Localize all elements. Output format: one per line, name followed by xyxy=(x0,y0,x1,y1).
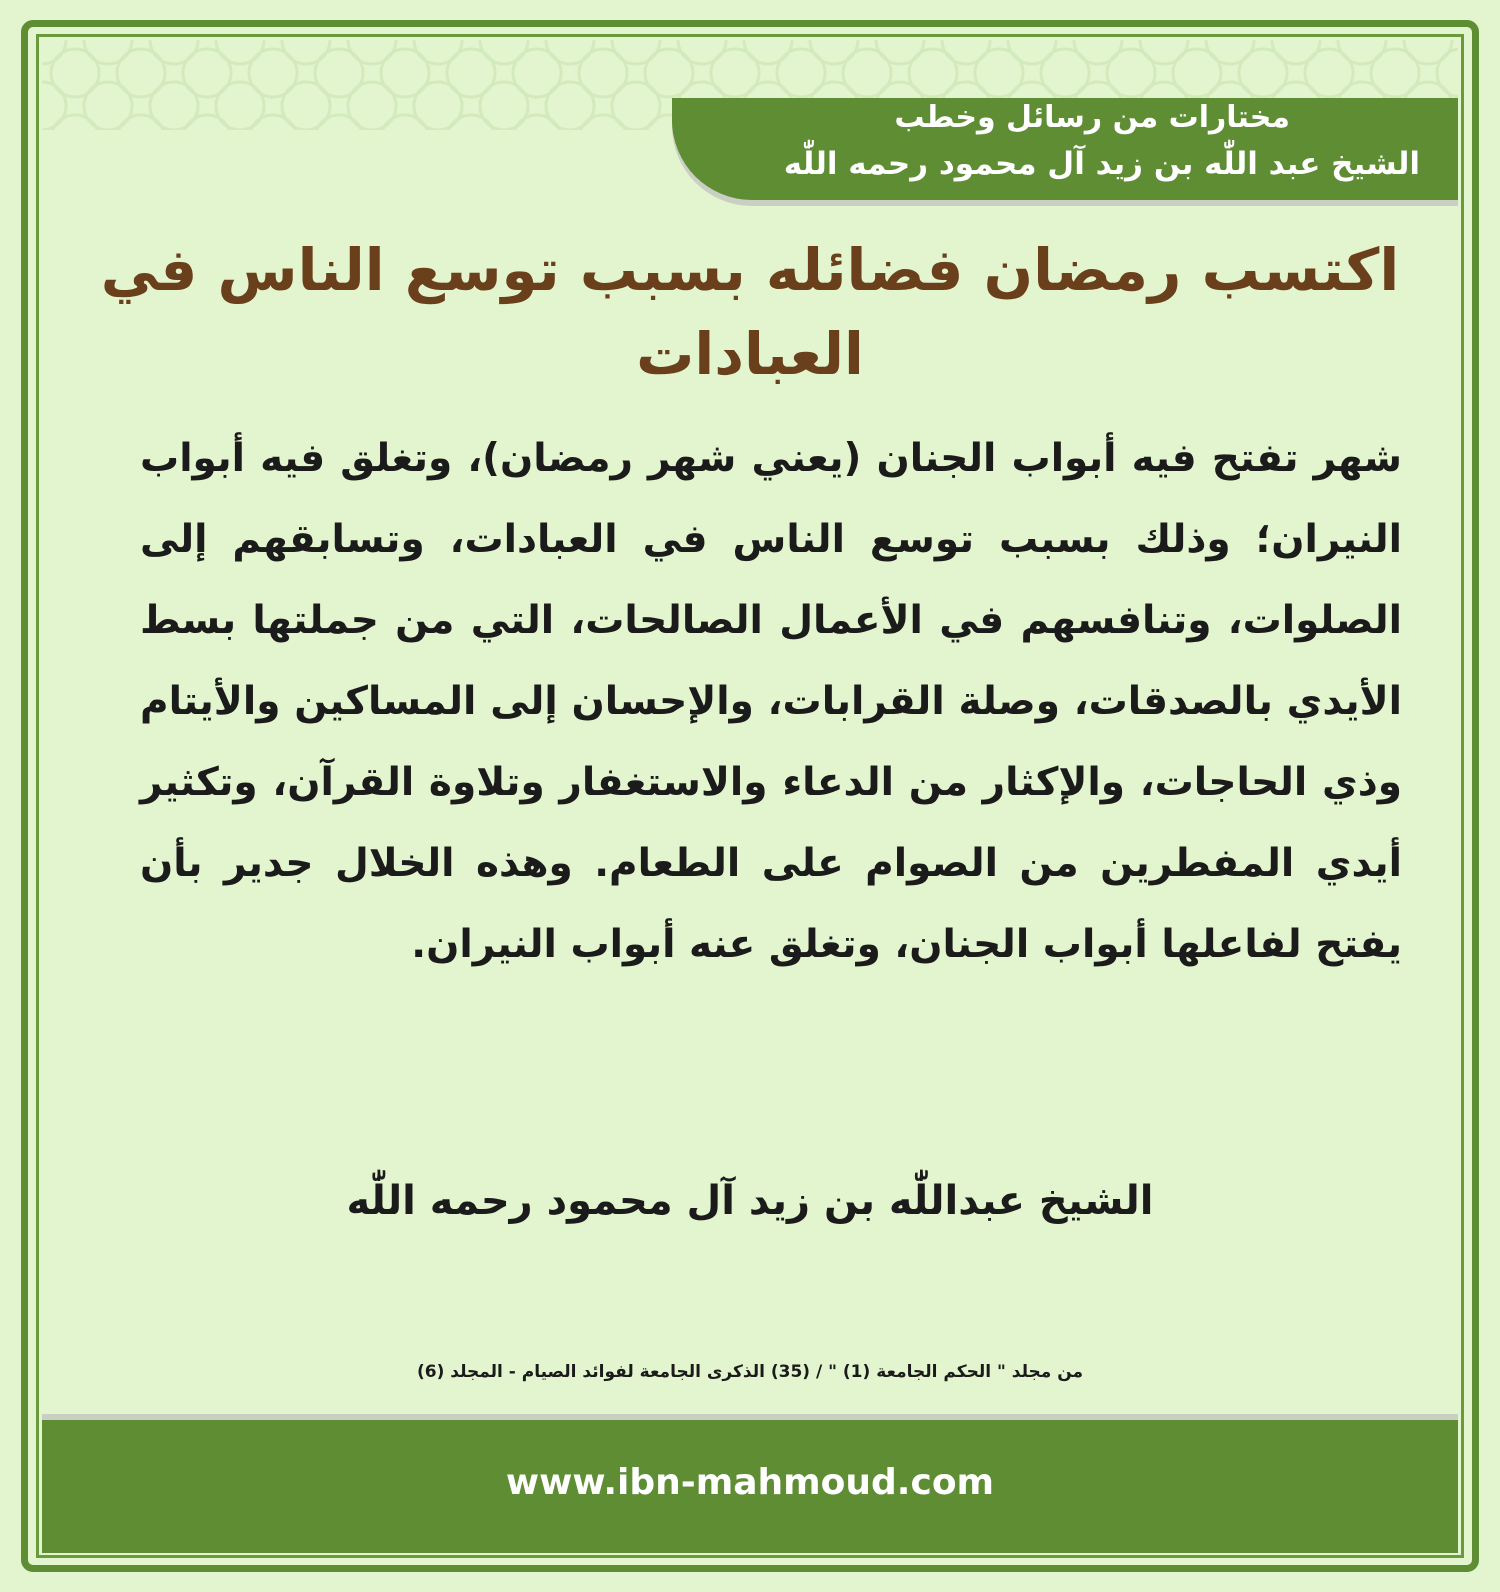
header-series-title: مختارات من رسائل وخطب xyxy=(894,100,1290,135)
source-citation: من مجلد " الحكم الجامعة (1) " / (35) الذكرى الجامعة لفوائد الصيام - المجلد (6) xyxy=(416,1362,1084,1382)
header-banner xyxy=(672,98,1458,200)
author-signature: الشيخ عبداللّٰه بن زيد آل محمود رحمه اللّٰه xyxy=(346,1178,1154,1224)
page-title: اكتسب رمضان فضائله بسبب توسع الناس في العبادات xyxy=(100,236,1400,388)
footer-banner xyxy=(42,1420,1458,1553)
header-author-name: الشيخ عبد اللّٰه بن زيد آل محمود رحمه اللّٰه xyxy=(783,146,1420,182)
website-url[interactable]: www.ibn-mahmoud.com xyxy=(505,1462,995,1503)
body-paragraph: شهر تفتح فيه أبواب الجنان (يعني شهر رمضان)، وتغلق فيه أبواب النيران؛ وذلك بسبب توسع الناس في العبادات، وتسابقهم إلى الصلوات، وتنافسهم في الأعمال الصالحات، التي من جملتها بسط الأيدي بالصدقات، وصلة القرابات، والإحسان إلى المساكين والأيتام وذي الحاجات، والإكثار من الدعاء والاستغفار وتلاوة القرآن، وتكثير أيدي المفطرين من الصوام على الطعام. وهذه الخلال جدير بأن يفتح لفاعلها أبواب الجنان، وتغلق عنه أبواب النيران. xyxy=(140,436,1402,967)
